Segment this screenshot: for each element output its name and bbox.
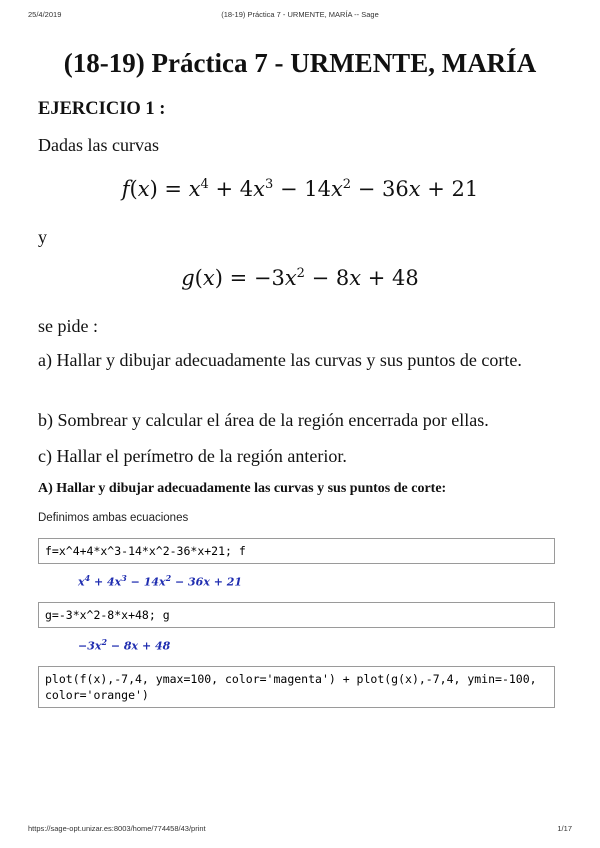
item-a: a) Hallar y dibujar adecuadamente las curvas y sus puntos de corte. <box>38 350 522 370</box>
output-1: $x^4 + 4x^3 - 14x^2 - 36x + 21$ <box>78 573 243 589</box>
code-cell-1[interactable]: f=x^4+4*x^3-14*x^2-36*x+21; f <box>38 538 555 564</box>
intro-text: Dadas las curvas <box>38 135 159 155</box>
page-number: 1/17 <box>557 824 572 833</box>
item-c: c) Hallar el perímetro de la región anterior. <box>38 446 347 466</box>
page-title: (18-19) Práctica 7 - URMENTE, MARÍA <box>63 48 537 78</box>
item-b: b) Sombrear y calcular el área de la región encerrada por ellas. <box>38 410 489 430</box>
print-url: https://sage-opt.unizar.es:8003/home/774458/43/print <box>28 824 206 833</box>
code-cell-3[interactable]: plot(f(x),-7,4, ymax=100, color='magenta') + plot(g(x),-7,4, ymin=-100, color='orange') <box>38 666 555 708</box>
ask-text: se pide : <box>38 316 98 336</box>
formula-f: $f(x) = x^4 + 4x^3 - 14x^2 - 36x + 21$ <box>121 177 479 201</box>
print-title: (18-19) Práctica 7 - URMENTE, MARÍA -- Sage <box>221 10 379 19</box>
formula-g: $g(x) = -3x^2 - 8x + 48$ <box>181 266 419 290</box>
and-text: y <box>38 227 47 247</box>
print-header <box>28 10 572 22</box>
exercise-heading: EJERCICIO 1 : <box>38 99 166 119</box>
define-text: Definimos ambas ecuaciones <box>38 512 189 524</box>
output-2: $-3x^2 - 8x + 48$ <box>78 637 171 653</box>
print-footer <box>28 824 572 836</box>
section-a-heading: A) Hallar y dibujar adecuadamente las curvas y sus puntos de corte: <box>38 481 447 496</box>
code-cell-2[interactable]: g=-3*x^2-8*x+48; g <box>38 602 555 628</box>
print-date: 25/4/2019 <box>28 10 62 19</box>
